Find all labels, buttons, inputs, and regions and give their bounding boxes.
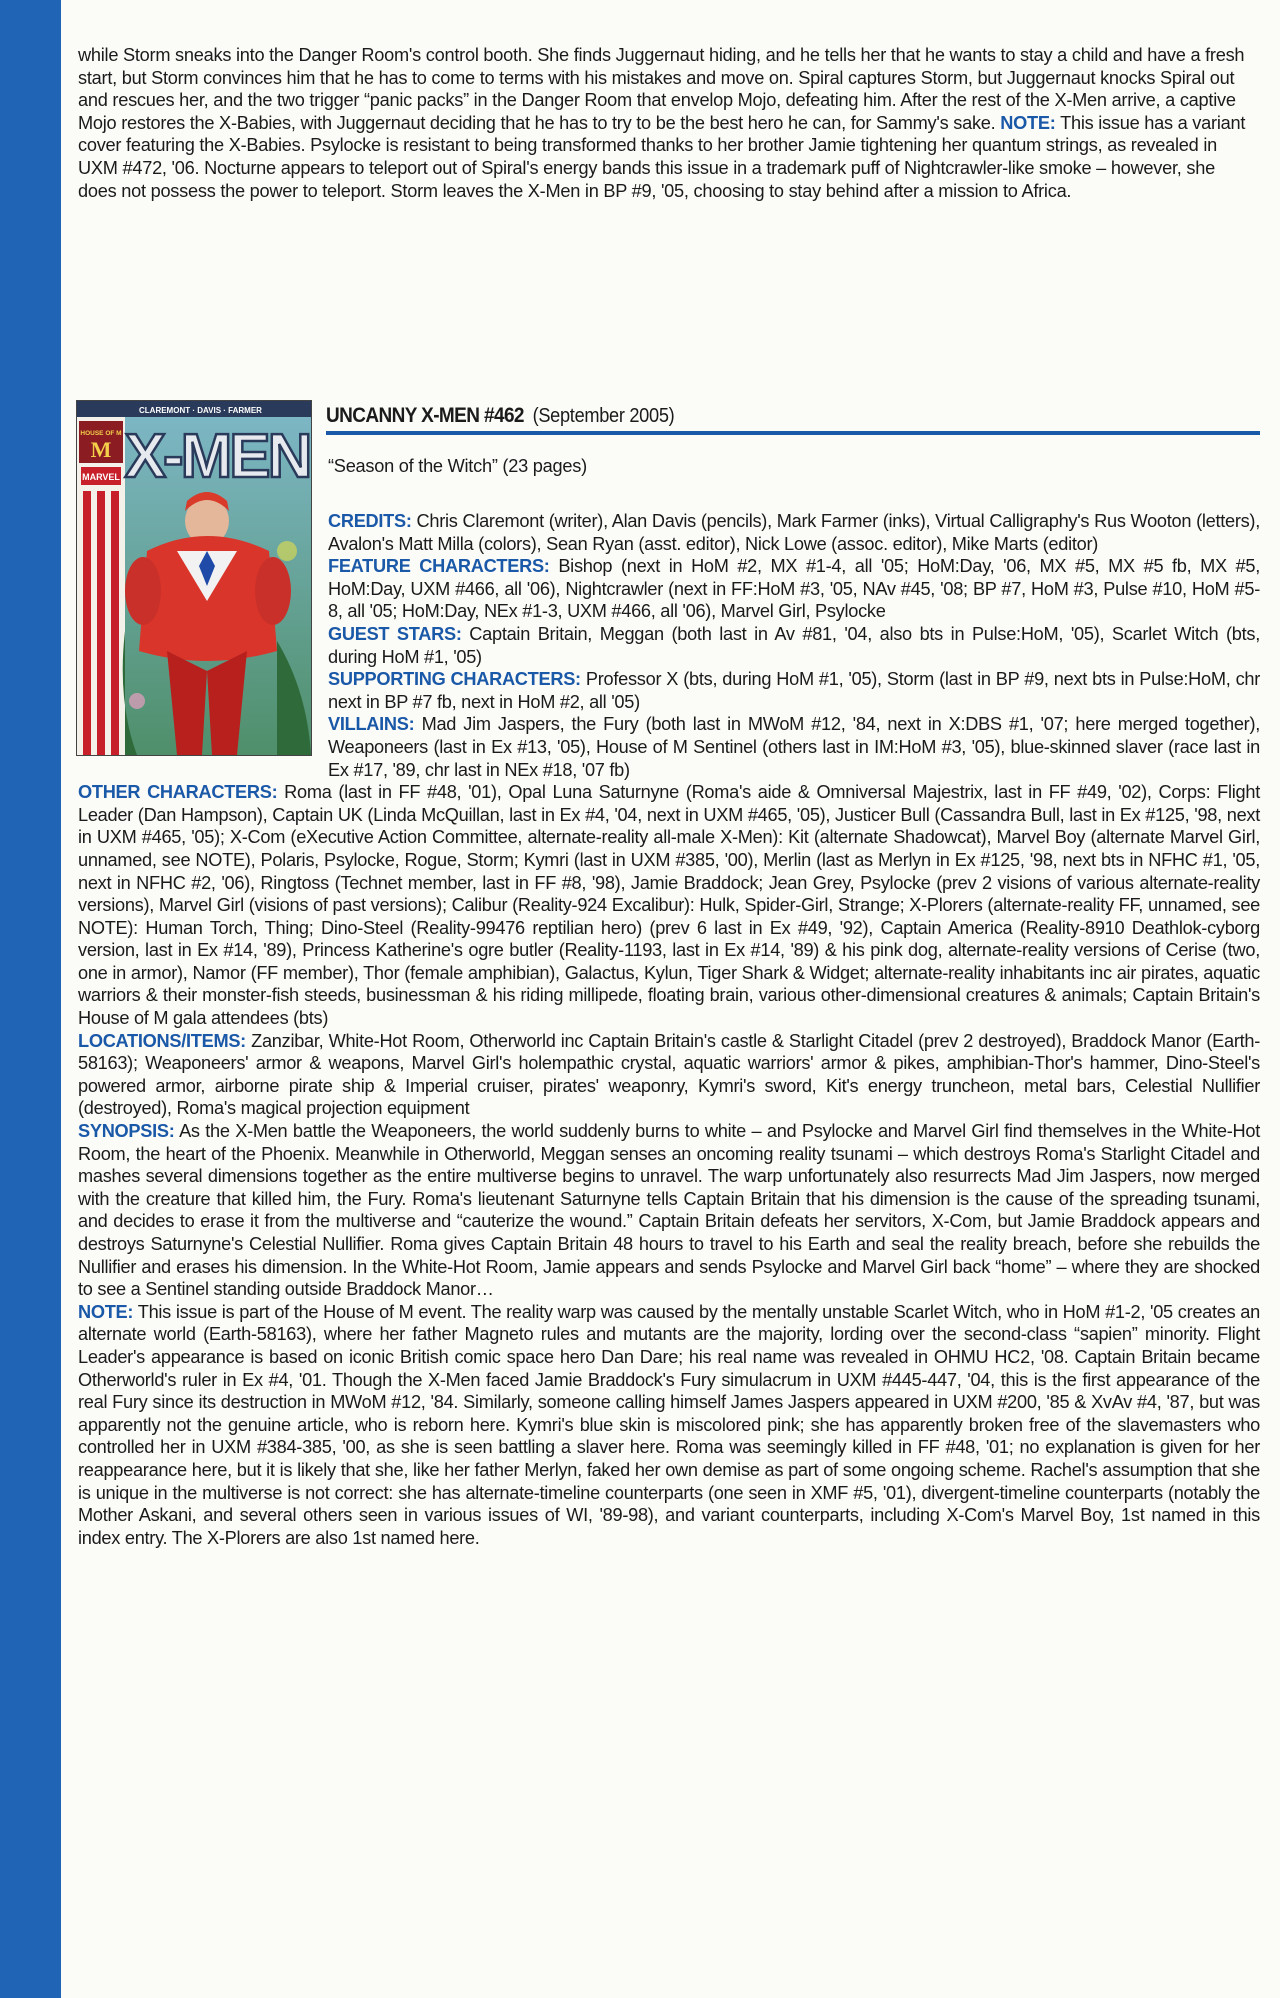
- section-label: GUEST STARS:: [328, 623, 462, 644]
- header-rule: [326, 431, 1260, 435]
- section-label: SYNOPSIS:: [78, 1121, 175, 1142]
- page-edge-strip: [0, 0, 61, 1998]
- cover-creators: CLAREMONT · DAVIS · FARMER: [139, 406, 262, 415]
- section-locations-items: [78, 1030, 1260, 1120]
- section-text: Professor X (bts, during HoM #1, '05), Storm (last in BP #9, next bts in Pulse:HoM, chr next in BP #7 fb, next in HoM #2, all '05): [328, 669, 1261, 712]
- cover-float-spacer: [78, 510, 328, 781]
- section-text: Chris Claremont (writer), Alan Davis (pencils), Mark Farmer (inks), Virtual Calligraphy's Rus Wooton (letters), Avalon's Matt Milla (colors), Sean Ryan (asst. editor), Nick Lowe (assoc. editor), Mike Marts (editor): [328, 511, 1260, 554]
- section-text: This issue is part of the House of M event. The reality warp was caused by the mentally unstable Scarlet Witch, who in HoM #1-2, '05 creates an alternate world (Earth-58163), where her father Magneto rules and mutants are the majority, lording over the second-class “sapien” minority. Flight Leader's appearance is based on iconic British comic space hero Dan Dare; his real name was revealed in OHMU HC2, '08. Captain Britain became Otherworld's ruler in Ex #4, '01. Though the X-Men faced Jamie Braddock's Fury simulacrum in UXM #445-447, '04, this is the first appearance of the real Fury since its destruction in MWoM #12, '84. Similarly, someone calling himself James Jaspers appeared in UXM #200, '85 & XvAv #4, '87, but was apparently not the genuine article, who is reborn here. Kymri's blue skin is miscolored pink; she has apparently broken free of the slavemasters who controlled her in UXM #384-385, '00, as she is seen battling a slaver here. Roma was seemingly killed in FF #48, '01; no explanation is given for her reappearance here, but it is likely that she, like her father Merlyn, faked her own demise as part of some ongoing scheme. Rachel's assumption that she is unique in the multiverse is not correct: she has alternate-timeline counterparts (one seen in XMF #5, '01), divergent-timeline counterparts (notably the Mother Askani, and several others seen in various issues of WI, '89-98), and variant counterparts, including X-Com's Marvel Boy, 1st named in this index entry. The X-Plorers are also 1st named here.: [78, 1301, 1260, 1548]
- story-title: “Season of the Witch” (23 pages): [328, 456, 587, 476]
- previous-entry-continuation: [78, 44, 1258, 202]
- section-text: Roma (last in FF #48, '01), Opal Luna Saturnyne (Roma's aide & Omniversal Majestrix, last in FF #49, '02), Corps: Flight Leader (Dan Hampson), Captain UK (Linda McQuillan, last in Ex #4, '04, next in UXM #465, '05), Justicer Bull (Cassandra Bull, last in Ex #125, '98, next in UXM #465, '05); X-Com (eXecutive Action Committee, alternate-reality all-male X-Men): Kit (alternate Shadowcat), Marvel Boy (alternate Marvel Girl, unnamed, see NOTE), Polaris, Psylocke, Rogue, Storm; Kymri (last in UXM #385, '00), Merlin (last as Merlyn in Ex #125, '98, next bts in NFHC #1, '05, next in NFHC #2, '06), Ringtoss (Technet member, last in FF #8, '98), Jamie Braddock; Jean Grey, Psylocke (prev 2 visions of various alternate-reality versions), Marvel Girl (visions of past versions); Calibur (Reality-924 Excalibur): Hulk, Spider-Girl, Strange; X-Plorers (alternate-reality FF, unnamed, see NOTE): Human Torch, Thing; Dino-Steel (Reality-99476 reptilian hero) (prev 6 last in Ex #49, '92), Captain America (Reality-8910 Deathlok-cyborg version, last in Ex #14, '89), Princess Katherine's ogre butler (Reality-1193, last in Ex #14, '89) & his pink dog, alternate-reality versions of Cerise (two, one in armor), Namor (FF member), Thor (female amphibian), Galactus, Kylun, Tiger Shark & Widget; alternate-reality inhabitants inc air pirates, aquatic warriors & their monster-fish steeds, businessman & his riding millipede, floating brain, various other-dimensional creatures & animals; Captain Britain's House of M gala attendees (bts): [78, 782, 1260, 1029]
- section-label: CREDITS:: [328, 511, 412, 531]
- section-note: [78, 1301, 1260, 1550]
- svg-text:M: M: [90, 437, 112, 462]
- section-label: OTHER CHARACTERS:: [78, 782, 278, 803]
- section-label: VILLAINS:: [328, 714, 415, 735]
- section-label: SUPPORTING CHARACTERS:: [328, 669, 581, 690]
- entry-title-line: [326, 404, 674, 429]
- section-text: Captain Britain, Meggan (both last in Av #81, '04, also bts in Pulse:HoM, '05), Scarlet Witch (bts, during HoM #1, '05): [328, 623, 1260, 667]
- section-label: FEATURE CHARACTERS:: [328, 556, 550, 577]
- entry-body: [78, 510, 1260, 1549]
- entry-title: UNCANNY X-MEN #462: [326, 404, 524, 428]
- section-synopsis: [78, 1120, 1260, 1301]
- previous-synopsis-tail: while Storm sneaks into the Danger Room's control booth. She finds Juggernaut hiding, and he tells her that he wants to stay a child and have a fresh start, but Storm convinces him that he has to come to terms with his mistakes and move on. Spiral captures Storm, but Juggernaut knocks Spiral out and rescues her, and the two trigger “panic packs” in the Danger Room that envelop Mojo, defeating him. After the rest of the X-Men arrive, a captive Mojo restores the X-Babies, with Juggernaut deciding that he has to try to be the best hero he can, for Sammy's sake. NOTE: This issue has a variant cover featuring the X-Babies. Psylocke is resistant to being transformed thanks to her brother Jamie tightening her quantum strings, as revealed in UXM #472, '06. Nocturne appears to teleport out of Spiral's energy bands this issue in a trademark puff of Nightcrawler-like smoke – however, she does not possess the power to teleport. Storm leaves the X-Men in BP #9, '05, choosing to stay behind after a mission to Africa.: [78, 45, 1246, 201]
- cover-publisher: MARVEL: [82, 472, 120, 482]
- previous-note-text: This issue has a variant cover featuring the X-Babies. Psylocke is resistant to being transformed thanks to her brother Jamie tightening her quantum strings, as revealed in UXM #472, '06. Nocturne appears to teleport out of Spiral's energy bands this issue in a trademark puff of Nightcrawler-like smoke – however, she does not possess the power to teleport. Storm leaves the X-Men in BP #9, '05, choosing to stay behind after a mission to Africa.: [78, 112, 1246, 201]
- section-text: As the X-Men battle the Weaponeers, the world suddenly burns to white – and Psylocke and Marvel Girl find themselves in the White-Hot Room, the heart of the Phoenix. Meanwhile in Otherworld, Meggan senses an oncoming reality tsunami – which destroys Roma's Starlight Citadel and mashes several dimensions together as the entire multiverse begins to unravel. The warp unfortunately also resurrects Mad Jim Jaspers, now merged with the creature that killed him, the Fury. Roma's lieutenant Saturnyne tells Captain Britain that his dimension is the cause of the spreading tsunami, and decides to erase it from the multiverse and “cauterize the wound.” Captain Britain defeats her servitors, X-Com, but Jamie Braddock appears and destroys Saturnyne's Celestial Nullifier. Roma gives Captain Britain 48 hours to travel to his Earth and seal the reality breach, before she rebuilds the Nullifier and erases his dimension. In the White-Hot Room, Jamie appears and sends Psylocke and Marvel Girl back “home” – where they are shocked to see a Sentinel standing outside Braddock Manor…: [78, 1121, 1260, 1300]
- section-other-characters: [78, 781, 1260, 1030]
- entry-date: (September 2005): [532, 404, 675, 427]
- section-label: LOCATIONS/ITEMS:: [78, 1030, 246, 1051]
- section-label: NOTE:: [78, 1301, 134, 1322]
- cover-event-badge: HOUSE OF M: [80, 430, 122, 437]
- section-text: Bishop (next in HoM #2, MX #1-4, all '05; HoM:Day, '06, MX #5, MX #5 fb, MX #5, HoM:Day, UXM #466, all '06), Nightcrawler (next in FF:HoM #3, '05, NAv #45, '08; BP #7, HoM #3, Pulse #10, HoM #5-8, all '05; HoM:Day, NEx #1-3, UXM #466, all '06), Marvel Girl, Psylocke: [328, 556, 1260, 622]
- section-text: Mad Jim Jaspers, the Fury (both last in MWoM #12, '84, next in X:DBS #1, '07; here merged together), Weaponeers (last in Ex #13, '05), House of M Sentinel (others last in IM:HoM #3, '05), blue-skinned slaver (race last in Ex #17, '89, chr last in NEx #18, '07 fb): [328, 714, 1260, 780]
- entry-header: [326, 400, 1260, 436]
- cover-title: X-MEN: [124, 422, 310, 491]
- section-text: Zanzibar, White-Hot Room, Otherworld inc Captain Britain's castle & Starlight Citadel (prev 2 destroyed), Braddock Manor (Earth-58163); Weaponeers' armor & weapons, Marvel Girl's holempathic crystal, aquatic warriors' armor & pikes, amphibian-Thor's hammer, Dino-Steel's powered armor, airborne pirate ship & Imperial cruiser, pirates' weaponry, Kymri's sword, Kit's energy truncheon, metal bars, Celestial Nullifier (destroyed), Roma's magical projection equipment: [78, 1030, 1260, 1119]
- previous-note-label: NOTE:: [1000, 112, 1056, 133]
